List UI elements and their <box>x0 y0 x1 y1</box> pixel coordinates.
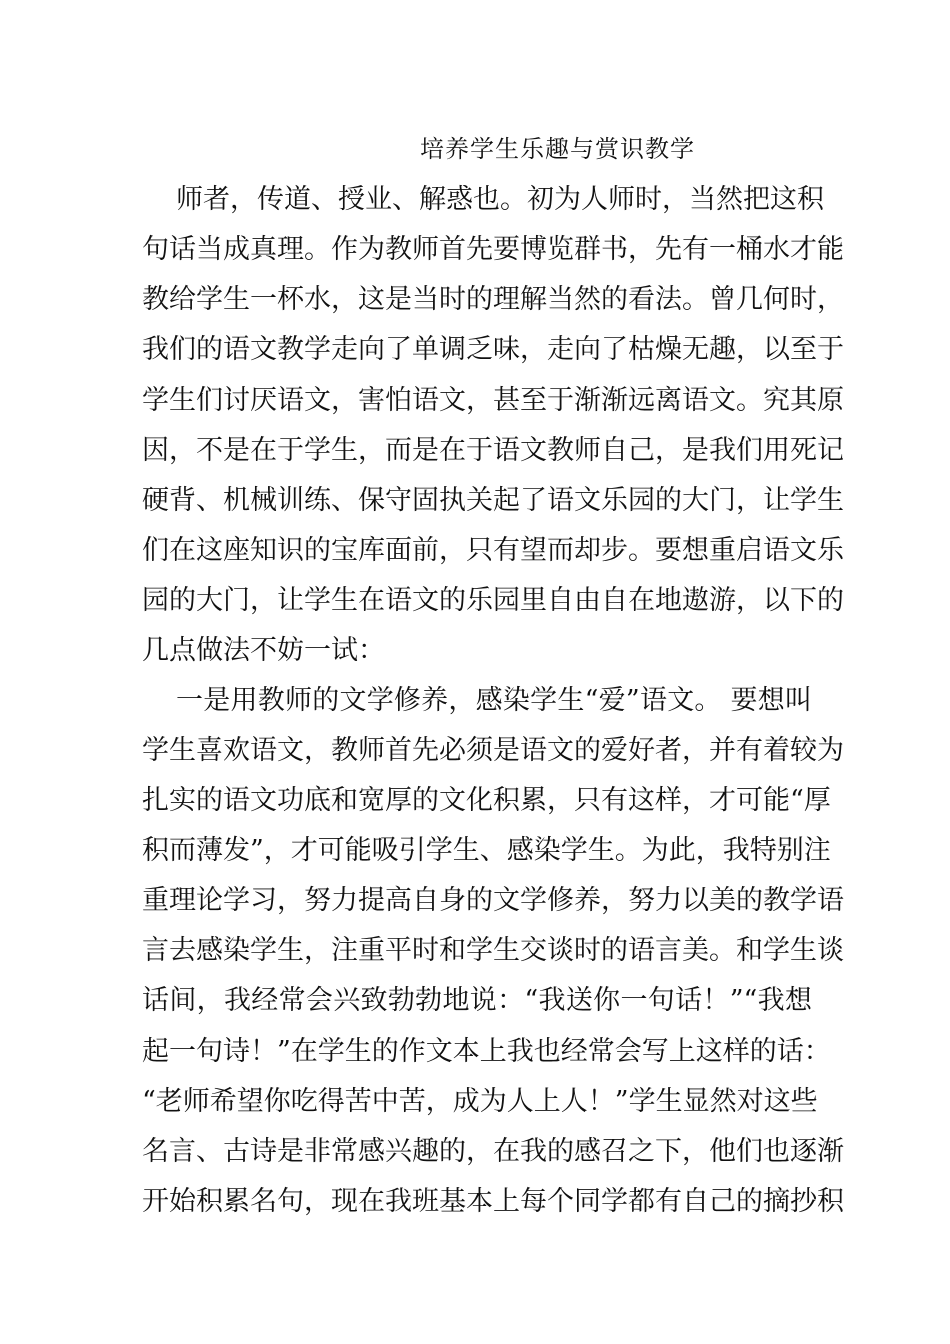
paragraph-2-line-3: 扎实的语文功底和宽厚的文化积累，只有这样，才可能“厚 <box>142 785 831 816</box>
paragraph-2-line-8: 起一句诗！”在学生的作文本上我也经常会写上这样的话： <box>142 1036 831 1067</box>
paragraph-1-line-4: 我们的语文教学走向了单调乏味，走向了枯燥无趣，以至于 <box>142 334 844 365</box>
paragraph-1-line-3: 教给学生一杯水，这是当时的理解当然的看法。曾几何时， <box>142 284 844 315</box>
paragraph-1-line-8: 们在这座知识的宝库面前，只有望而却步。要想重启语文乐 <box>142 535 844 566</box>
paragraph-2-line-5: 重理论学习，努力提高自身的文学修养，努力以美的教学语 <box>142 885 844 916</box>
paragraph-1-line-1: 师者，传道、授业、解惑也。初为人师时，当然把这积 <box>176 184 824 215</box>
paragraph-2-line-9: “老师希望你吃得苦中苦，成为人上人！”学生显然对这些 <box>142 1086 818 1117</box>
paragraph-1-line-7: 硬背、机械训练、保守固执关起了语文乐园的大门，让学生 <box>142 485 844 516</box>
paragraph-1-line-10: 几点做法不妨一试： <box>142 635 385 666</box>
paragraph-1-line-5: 学生们讨厌语文，害怕语文，甚至于渐渐远离语文。究其原 <box>142 385 844 416</box>
paragraph-1-line-6: 因，不是在于学生，而是在于语文教师自己，是我们用死记 <box>142 435 844 466</box>
paragraph-2-line-10: 名言、古诗是非常感兴趣的，在我的感召之下，他们也逐渐 <box>142 1136 844 1167</box>
paragraph-2-line-2: 学生喜欢语文，教师首先必须是语文的爱好者，并有着较为 <box>142 735 844 766</box>
paragraph-2-line-7: 话间，我经常会兴致勃勃地说：“我送你一句话！”“我想 <box>142 985 812 1016</box>
paragraph-2-line-11: 开始积累名句，现在我班基本上每个同学都有自己的摘抄积 <box>142 1186 844 1217</box>
paragraph-2-line-6: 言去感染学生，注重平时和学生交谈时的语言美。和学生谈 <box>142 935 844 966</box>
paragraph-1-line-9: 园的大门，让学生在语文的乐园里自由自在地遨游，以下的 <box>142 585 844 616</box>
document-title: 培养学生乐趣与赏识教学 <box>420 135 695 163</box>
paragraph-1-line-2: 句话当成真理。作为教师首先要博览群书，先有一桶水才能 <box>142 234 844 265</box>
paragraph-2-line-1: 一是用教师的文学修养，感染学生“爱”语文。 要想叫 <box>176 685 812 716</box>
paragraph-2-line-4: 积而薄发”，才可能吸引学生、感染学生。为此，我特别注 <box>142 835 831 866</box>
